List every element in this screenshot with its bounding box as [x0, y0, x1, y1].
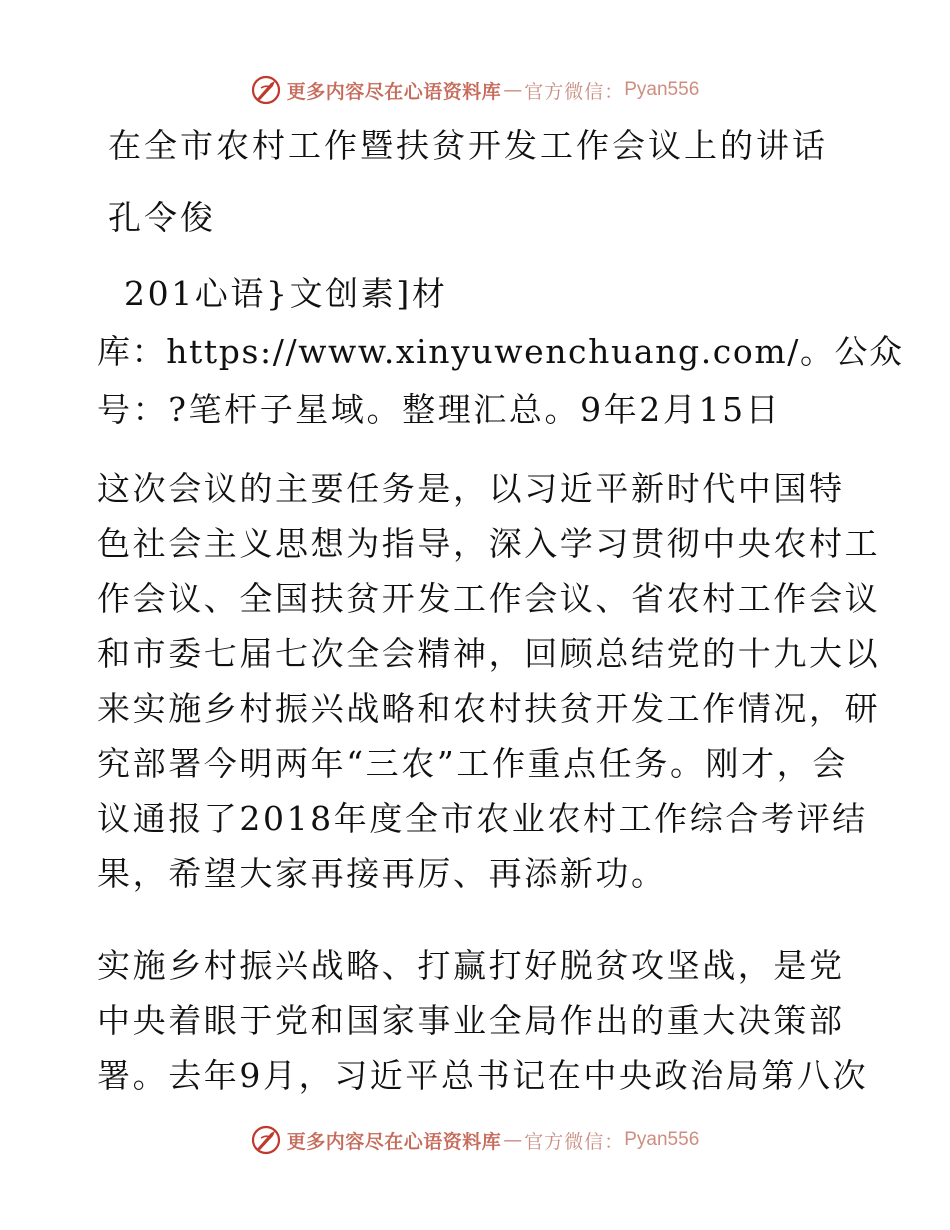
paragraph-line: 作会议、全国扶贫开发工作会议、省农村工作会议 — [97, 579, 881, 618]
watermark-wechat-account: Pyan556 — [624, 79, 700, 100]
body-paragraph-1 — [97, 461, 881, 901]
paragraph-line: 和市委七届七次全会精神，回顾总结党的十九大以 — [97, 634, 881, 673]
footer-watermark-banner — [0, 1120, 950, 1160]
source-line-2: 库：https://www.xinyuwenchuang.com/。公众 — [97, 332, 904, 371]
source-line-3: 号：?笔杆子星域。整理汇总。9年2月15日 — [97, 390, 782, 429]
paragraph-line: 果，希望大家再接再厉、再添新功。 — [97, 854, 667, 893]
paragraph-line: 中央着眼于党和国家事业全局作出的重大决策部 — [97, 1001, 845, 1040]
watermark-wechat-label: 官方微信： — [524, 80, 625, 103]
document-title: 在全市农村工作暨扶贫开发工作会议上的讲话 — [108, 126, 828, 165]
watermark-dash: — — [503, 79, 523, 101]
quill-pen-logo-icon — [251, 1125, 281, 1155]
watermark-wechat-account: Pyan556 — [624, 1129, 700, 1150]
paragraph-line: 署。去年9月，习近平总书记在中央政治局第八次 — [97, 1056, 869, 1095]
paragraph-line: 来实施乡村振兴战略和农村扶贫开发工作情况，研 — [97, 689, 881, 728]
paragraph-line: 实施乡村振兴战略、打赢打好脱贫攻坚战，是党 — [97, 946, 845, 985]
watermark-wechat-label: 官方微信： — [524, 1130, 625, 1153]
paragraph-line: 究部署今明两年“三农”工作重点任务。刚才，会 — [97, 744, 848, 783]
source-line-1: 201心语}文创素]材 — [124, 274, 448, 313]
quill-pen-logo-icon — [251, 75, 281, 105]
document-author: 孔令俊 — [108, 198, 216, 237]
watermark-dash: — — [503, 1129, 523, 1151]
header-watermark-banner — [0, 70, 950, 110]
watermark-site-name: 更多内容尽在心语资料库 — [286, 1130, 502, 1153]
watermark-site-name: 更多内容尽在心语资料库 — [286, 80, 502, 103]
paragraph-line: 这次会议的主要任务是，以习近平新时代中国特 — [97, 469, 845, 508]
body-paragraph-2 — [97, 938, 869, 1103]
paragraph-line: 色社会主义思想为指导，深入学习贯彻中央农村工 — [97, 524, 881, 563]
paragraph-line: 议通报了2018年度全市农业农村工作综合考评结 — [97, 799, 868, 838]
